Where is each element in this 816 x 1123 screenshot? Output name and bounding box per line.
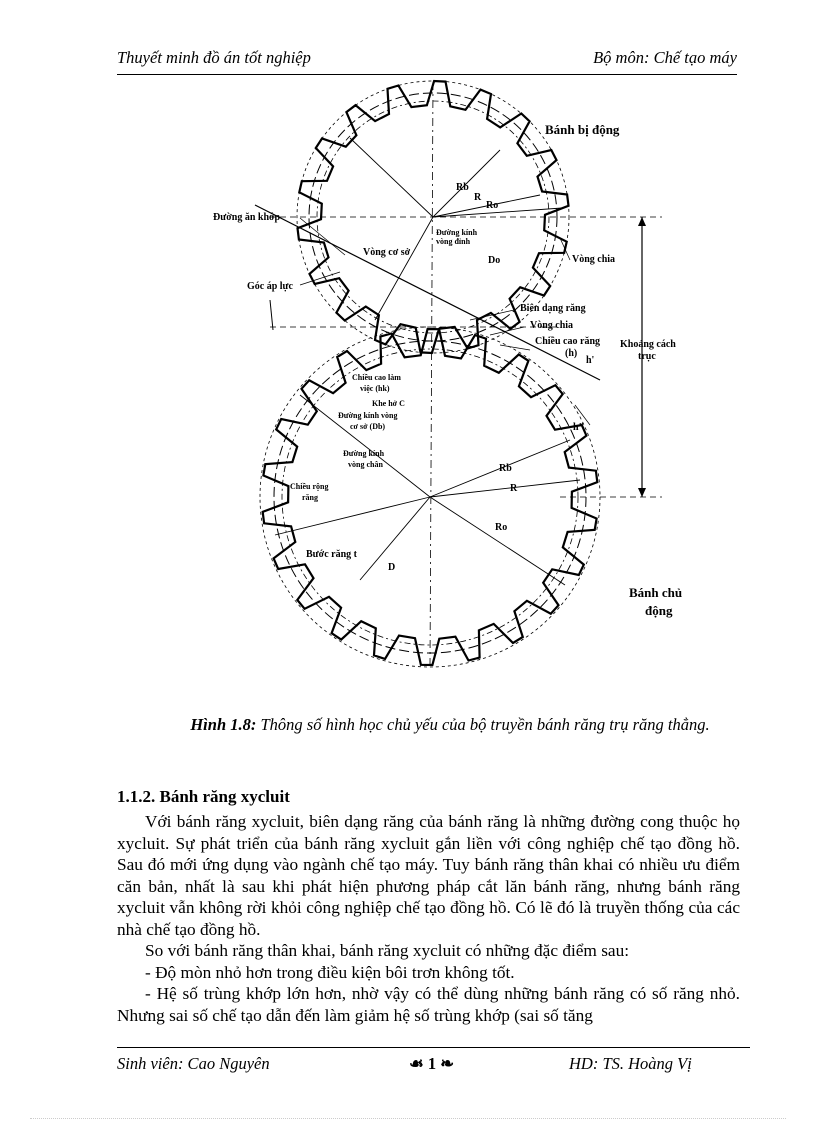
leader-pitch-circle: [490, 327, 524, 335]
paragraph: - Hệ số trùng khớp lớn hơn, nhờ vậy có thể dùng những bánh răng có số răng nhỏ. Nhưng sai số chế tạo dẫn đến làm giảm hệ số trùng khớp (sai số tăng: [117, 984, 740, 1025]
footer-right: HD: TS. Hoàng Vị: [569, 1054, 692, 1073]
label-base-circle: Vòng cơ sở: [363, 247, 411, 258]
label-base-diameter-1: Đường kính vòng: [338, 411, 398, 420]
paragraph: So với bánh răng thân khai, bánh răng xycluit có những đặc điểm sau:: [145, 941, 630, 960]
paragraph: Với bánh răng xycluit, biên dạng răng của bánh răng là những đường cong thuộc họ xycluit. Sự phát triển của bánh răng xycluit gắn liền với công nghiệp chế tạo đồng hồ. Sau đó mới ứng dụng vào ngành chế tạo máy. Tuy bánh răng thân khai có nhiều ưu điểm căn bản, nhất là sau khi phát hiện phương pháp cắt lăn bánh răng, nhưng bánh răng xycluit vẫn không rời khỏi công nghiệp chế tạo đồng hồ. Có lẽ đó là truyền thống của các nhà chế tạo đồng hồ.: [117, 812, 740, 939]
label-tooth-height-2: (h): [565, 348, 578, 359]
label-pitch: Bước răng t: [306, 549, 357, 560]
label-r-top: R: [474, 192, 482, 203]
bottom-radius-4: [430, 480, 580, 497]
body-text: [117, 811, 740, 1026]
label-center-distance-1: Khoảng cách: [620, 339, 676, 350]
caption-text: Thông số hình học chủ yếu của bộ truyền bánh răng trụ răng thẳng.: [260, 715, 710, 734]
figure-caption: [180, 715, 720, 735]
label-working-height-1: Chiều cao làm: [352, 373, 401, 382]
label-center-distance-2: trục: [638, 351, 656, 362]
leader-line-of-action: [300, 218, 345, 255]
arrow-head-bottom: [638, 488, 646, 497]
label-working-height-2: việc (hk): [360, 384, 390, 393]
pressure-angle-arc: [270, 300, 273, 330]
label-rb-bottom: Rb: [499, 463, 512, 474]
bottom-radius-2: [275, 497, 430, 535]
label-r-bottom: R: [510, 483, 518, 494]
header-left: Thuyết minh đồ án tốt nghiệp: [117, 48, 311, 67]
arrow-head-top: [638, 217, 646, 226]
label-tooth-width-1: Chiều rộng: [290, 482, 329, 491]
top-radius-1: [350, 138, 433, 217]
label-pitch-circle-top: Vòng chia: [572, 254, 616, 265]
header-right: Bộ môn: Chế tạo máy: [593, 48, 737, 67]
leader-tooth-height: [500, 345, 530, 350]
label-driving-gear-2: động: [645, 603, 673, 618]
label-h-double-prime: h": [573, 422, 585, 433]
gear-geometry: [255, 81, 662, 667]
center-axis: [430, 82, 433, 665]
label-h-prime: h': [586, 355, 595, 366]
footer-rule: [117, 1047, 750, 1048]
bottom-radius-5: [430, 497, 565, 585]
label-tooth-profile: Biên dạng răng: [520, 303, 586, 314]
label-driven-gear: Bánh bị động: [545, 122, 620, 137]
label-driving-gear-1: Bánh chủ: [629, 585, 683, 600]
label-pressure-angle: Góc áp lực: [247, 281, 293, 292]
page-edge: [30, 1118, 786, 1119]
label-tooth-height-1: Chiều cao răng: [535, 336, 600, 347]
label-ro-top: Ro: [486, 200, 499, 211]
section-title: 1.1.2. Bánh răng xycluit: [117, 787, 290, 806]
page-footer: [117, 1054, 737, 1078]
label-rb-top: Rb: [456, 182, 469, 193]
label-root-diameter-2: vòng chân: [348, 460, 383, 469]
label-pitch-circle-bottom: Vòng chia: [530, 320, 574, 331]
label-addendum-diameter-1: Đường kính: [436, 228, 478, 237]
label-base-diameter-2: cơ sở (Db): [350, 422, 386, 431]
label-clearance: Khe hở C: [372, 399, 405, 408]
label-line-of-action: Đường ăn khớp: [213, 212, 281, 223]
diagram-labels: [213, 122, 682, 618]
paragraph: - Độ mòn nhỏ hơn trong điều kiện bôi trơn không tốt.: [145, 962, 515, 982]
label-d: D: [388, 562, 396, 573]
label-tooth-width-2: răng: [302, 493, 318, 502]
label-ro-bottom: Ro: [495, 522, 508, 533]
top-radius-5: [375, 217, 433, 320]
label-addendum-diameter-2: vòng đỉnh: [436, 237, 471, 246]
label-root-diameter-1: Đường kính: [343, 449, 385, 458]
leader-tooth-profile: [470, 310, 514, 320]
footer-left: Sinh viên: Cao Nguyên: [117, 1054, 270, 1073]
label-do: Do: [488, 255, 501, 266]
page-number: ☙ 1 ❧: [409, 1054, 455, 1073]
caption-label: Hình 1.8:: [190, 715, 257, 734]
